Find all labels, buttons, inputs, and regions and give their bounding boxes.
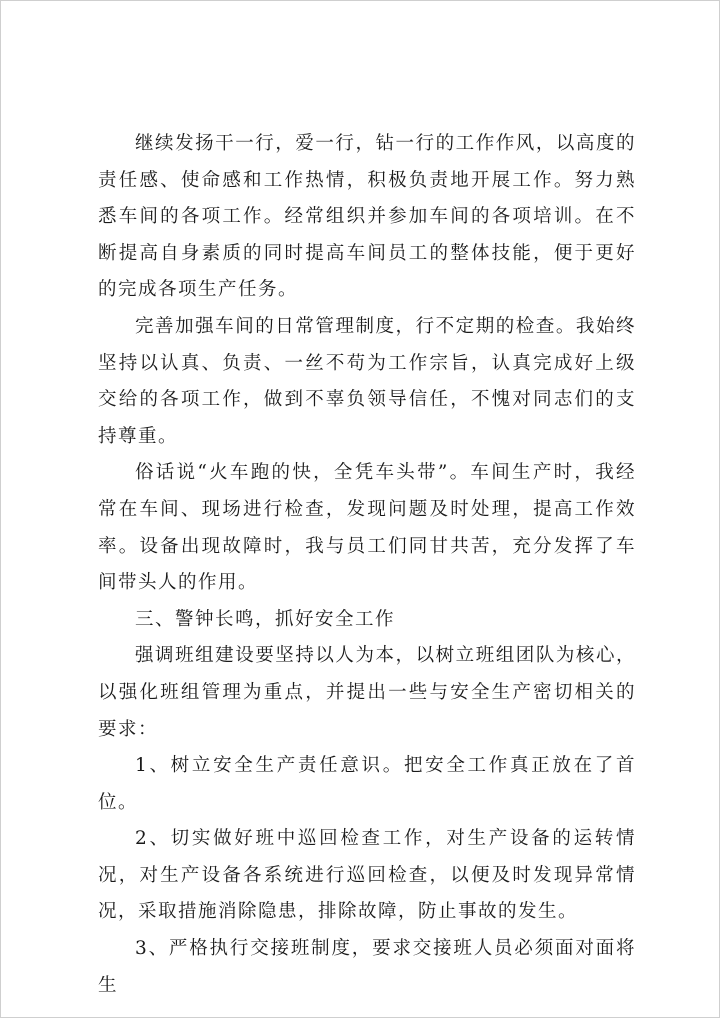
paragraph-work-style: 继续发扬干一行，爱一行，钻一行的工作作风，以高度的责任感、使命感和工作热情，积极负责地开展工作。努力熟悉车间的各项工作。经常组织并参加车间的各项培训。在不断提高自身素质的同时提高车间员工的整体技能，便于更好的完成各项生产任务。 [98,133,636,301]
list-item-2: 2、切实做好班中巡回检查工作，对生产设备的运转情况，对生产设备各系统进行巡回检查，以便及时发现异常情况，采取措施消除隐患，排除故障，防止事故的发生。 [98,828,636,923]
list-item-1: 1、树立安全生产责任意识。把安全工作真正放在了首位。 [98,755,636,813]
paragraph-team-building: 强调班组建设要坚持以人为本，以树立班组团队为核心，以强化班组管理为重点，并提出一些与安全生产密切相关的要求： [98,645,636,740]
paragraph-on-site-inspection: 俗话说“火车跑的快，全凭车头带”。车间生产时，我经常在车间、现场进行检查，发现问题及时处理，提高工作效率。设备出现故障时，我与员工们同甘共苦，充分发挥了车间带头人的作用。 [98,462,636,594]
list-item-3: 3、严格执行交接班制度，要求交接班人员必须面对面将生 [98,938,636,996]
paragraph-management-system: 完善加强车间的日常管理制度，行不定期的检查。我始终坚持以认真、负责、一丝不苟为工作宗旨，认真完成好上级交给的各项工作，做到不辜负领导信任，不愧对同志们的支持尊重。 [98,315,636,447]
section-heading-safety: 三、警钟长鸣，抓好安全工作 [135,608,396,630]
document-body [98,126,636,1004]
